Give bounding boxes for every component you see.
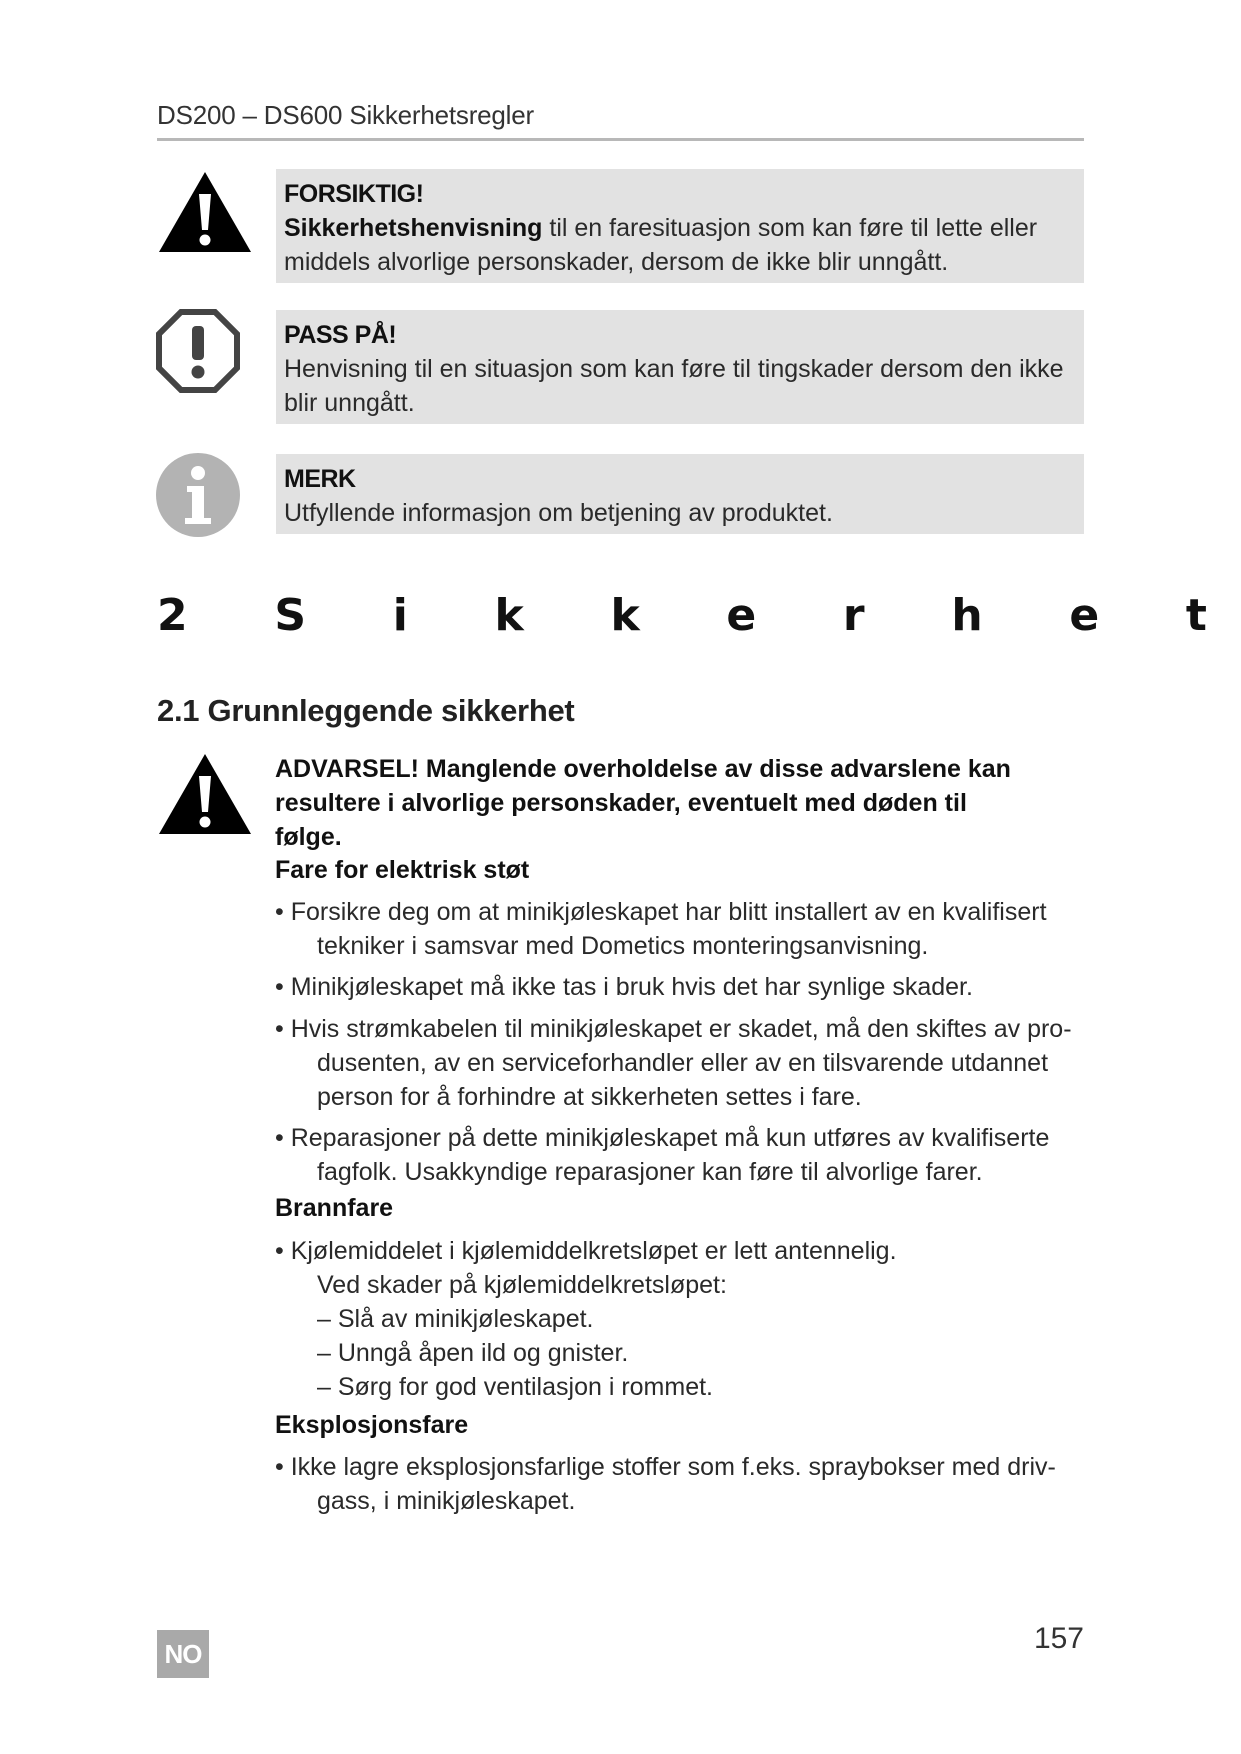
chapter-letter: r [842,590,865,641]
list-item-line: – Sørg for god ventilasjon i rommet. [317,1373,713,1401]
list-item-line: person for å forhindre at sikkerheten settes i fare. [317,1083,862,1111]
note-label: MERK [284,465,356,493]
list-item-line: • Hvis strømkabelen til minikjøleskapet er skadet, må den skiftes av pro- [275,1015,1072,1043]
list-item [275,970,1075,1004]
caution-notice [276,169,1084,283]
subheading-electric: Fare for elektrisk støt [275,856,530,884]
header-divider [157,138,1084,141]
warning-triangle-icon [157,170,253,254]
running-header: DS200 – DS600 Sikkerhetsregler [157,100,534,130]
octagon-exclamation-icon [155,308,241,394]
page-number: 157 [1033,1622,1084,1655]
subheading-explosion: Eksplosjonsfare [275,1411,469,1439]
warning-line: følge. [275,823,342,851]
caution-text-rest: til en faresituasjon som kan føre til lette eller [542,214,1038,242]
list-item-line: • Reparasjoner på dette minikjøleskapet må kun utføres av kvalifiserte [275,1124,1050,1152]
chapter-letter: e [1069,590,1100,641]
list-item-line: – Slå av minikjøleskapet. [317,1305,594,1333]
list-item-line: • Ikke lagre eksplosjonsfarlige stoffer som f.eks. spraybokser med driv- [275,1453,1056,1481]
list-item-line: fagfolk. Usakkyndige reparasjoner kan føre til alvorlige farer. [317,1158,983,1186]
warning-statement [275,752,1075,854]
chapter-heading [157,590,1207,641]
caution-label: FORSIKTIG! [284,180,424,208]
chapter-letter: e [726,590,757,641]
warning-triangle-icon [157,752,253,836]
chapter-letter: t [1185,590,1207,641]
chapter-letter: h [951,590,983,641]
pass-pa-text-line2: blir unngått. [284,389,415,417]
caution-text-line1 [284,214,1037,242]
list-item [275,1121,1075,1189]
section-title: 2.1 Grunnleggende sikkerhet [157,693,575,728]
chapter-letter: k [610,590,640,641]
list-item-line: dusenten, av en serviceforhandler eller av en tilsvarende utdannet [317,1049,1049,1077]
subheading-fire: Brannfare [275,1194,394,1222]
chapter-letter: i [392,590,408,641]
note-text: Utfyllende informasjon om betjening av produktet. [284,499,833,527]
list-item-line: • Forsikre deg om at minikjøleskapet har blitt installert av en kvalifisert [275,898,1047,926]
list-item-line: • Kjølemiddelet i kjølemiddelkretsløpet er lett antennelig. [275,1237,897,1265]
list-item-line: gass, i minikjøleskapet. [317,1487,576,1515]
warning-line: resultere i alvorlige personskader, eventuelt med døden til [275,789,967,817]
caution-text-line2: middels alvorlige personskader, dersom de ikke blir unngått. [284,248,949,276]
pass-pa-text-line1: Henvisning til en situasjon som kan føre til tingskader dersom den ikke [284,355,1064,383]
list-item [275,895,1075,963]
caution-strong-term: Sikkerhetshenvisning [284,214,543,242]
list-item-line: – Unngå åpen ild og gnister. [317,1339,629,1367]
warning-line: ADVARSEL! Manglende overholdelse av disse advarslene kan [275,755,1011,783]
note-notice [276,454,1084,534]
pass-pa-label: PASS PÅ! [284,321,397,349]
list-item [275,1234,1075,1404]
list-item-line: tekniker i samsvar med Dometics monteringsanvisning. [317,932,929,960]
list-item [275,1012,1075,1114]
notice-pass-pa [276,310,1084,424]
chapter-letter: S [274,590,307,641]
list-item [275,1450,1075,1518]
list-item-line: • Minikjøleskapet må ikke tas i bruk hvis det har synlige skader. [275,973,973,1001]
info-circle-icon [155,452,241,538]
chapter-letter: k [494,590,524,641]
chapter-number: 2 [157,590,188,641]
list-item-line: Ved skader på kjølemiddelkretsløpet: [317,1271,727,1299]
language-badge: NO [157,1630,209,1678]
